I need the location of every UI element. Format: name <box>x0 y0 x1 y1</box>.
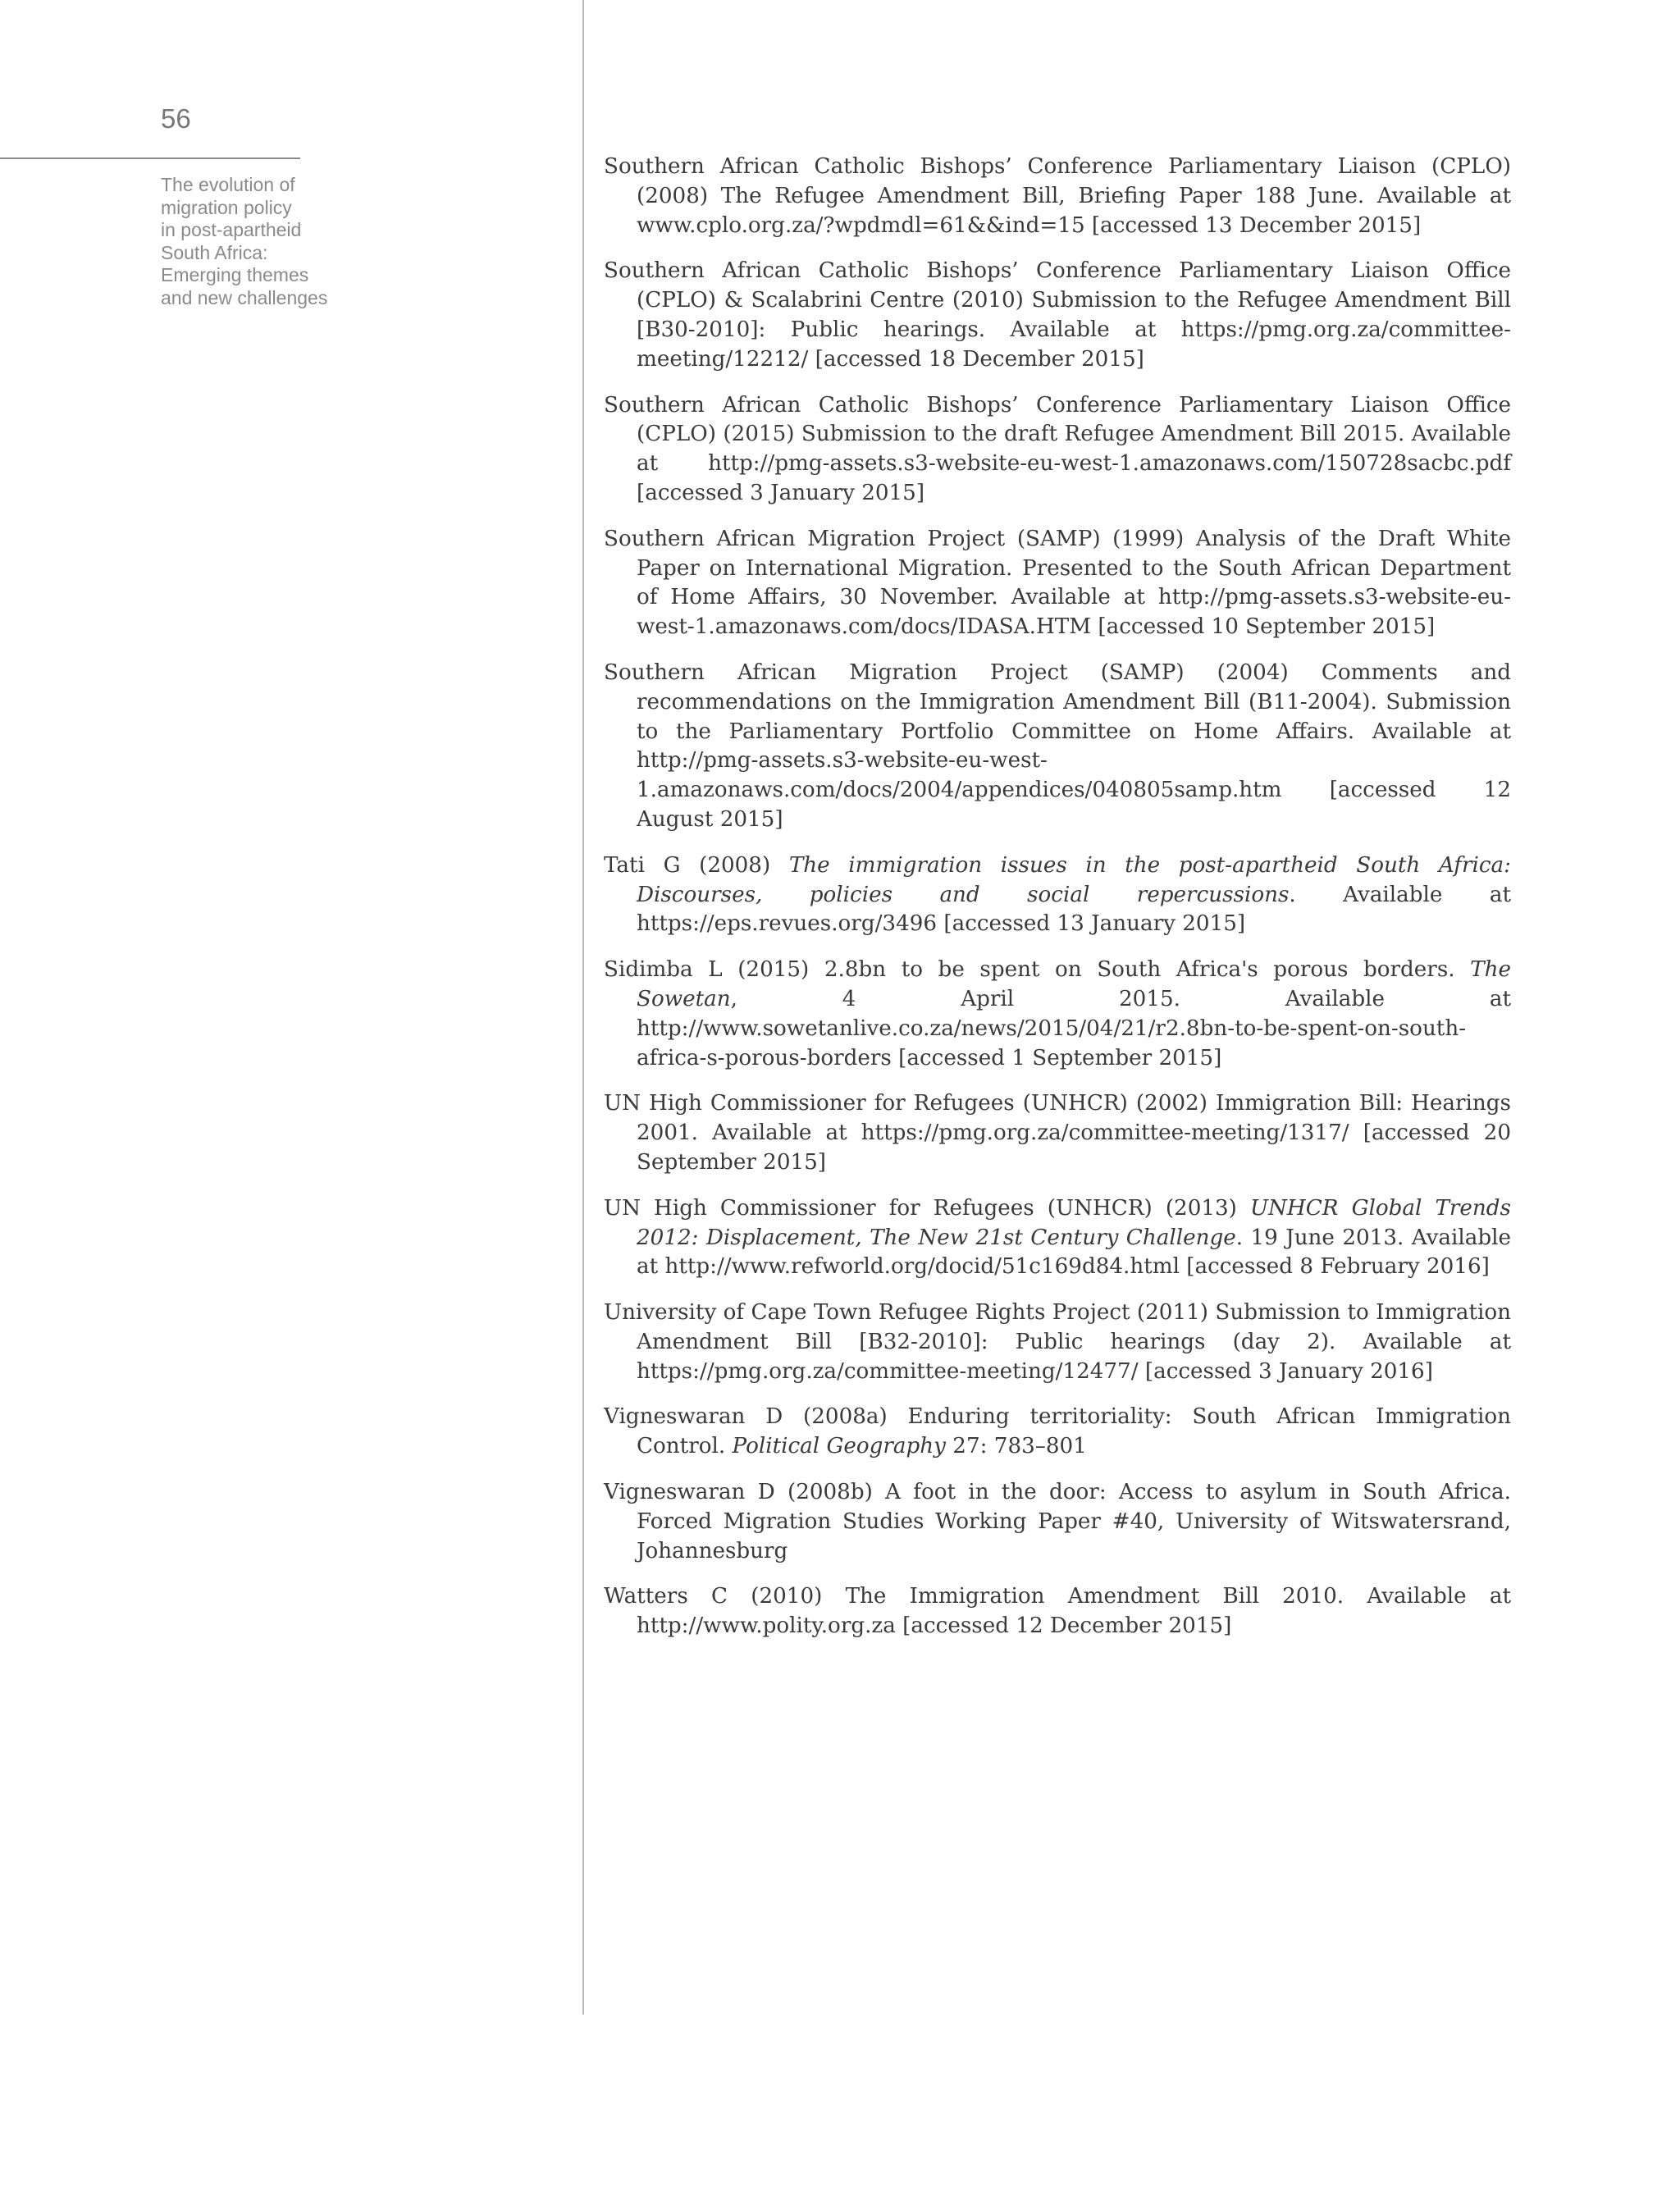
reference-entry <box>604 659 1511 835</box>
reference-entry <box>604 1403 1511 1462</box>
reference-entry <box>604 153 1511 240</box>
reference-text: UN High Commissioner for Refugees (UNHCR) (2013) <box>604 1195 1250 1221</box>
running-title-line: The evolution of <box>161 174 295 195</box>
reference-title: Political Geography <box>732 1434 946 1459</box>
running-title-line: migration policy <box>161 196 292 218</box>
reference-text: Southern African Migration Project (SAMP) (1999) Analysis of the Draft White Paper on International Migration. Presented to the South African Department of Home Affairs, 30 November. Available at http://pmg-assets.s3-website-eu-west-1.amazonaws.com/docs/IDASA.HTM [accessed 10 September 2015] <box>604 526 1511 640</box>
running-title-line: in post-apartheid <box>161 219 302 240</box>
sidebar-divider <box>0 157 300 159</box>
reference-text: Watters C (2010) The Immigration Amendment Bill 2010. Available at http://www.polity.org.za [accessed 12 December 2015] <box>604 1584 1511 1639</box>
reference-title: The Sowetan <box>637 957 1511 1011</box>
reference-entry <box>604 956 1511 1073</box>
reference-text: Sidimba L (2015) 2.8bn to be spent on South Africa's porous borders. <box>604 957 1471 983</box>
reference-entry <box>604 851 1511 939</box>
reference-text: Southern African Catholic Bishops’ Conference Parliamentary Liaison Office (CPLO) (2015) Submission to the draft Refugee Amendment Bill 2015. Available at http://pmg-assets.s3-website-eu-west-1.amazonaws.com/150728sacbc.pdf [accessed 3 January 2015] <box>604 392 1511 505</box>
reference-text: 27: 783–801 <box>945 1434 1087 1459</box>
reference-entry <box>604 525 1511 642</box>
running-title-line: Emerging themes <box>161 264 309 285</box>
reference-text: . 19 June 2013. Available at http://www.refworld.org/docid/51c169d84.html [accessed 8 February 2016] <box>637 1225 1511 1280</box>
reference-text: Southern African Catholic Bishops’ Conference Parliamentary Liaison Office (CPLO) & Scalabrini Centre (2010) Submission to the Refugee Amendment Bill [B30-2010]: Public hearings. Available at https://pmg.org.za/committee-meeting/12212/ [accessed 18 December 2015] <box>604 258 1511 372</box>
reference-text: . Available at https://eps.revues.org/3496 [accessed 13 January 2015] <box>637 882 1511 937</box>
column-divider <box>582 0 584 2015</box>
reference-text: Southern African Migration Project (SAMP) (2004) Comments and recommendations on the Immigration Amendment Bill (B11-2004). Submission to the Parliamentary Portfolio Committee on Home Affairs. Available at http://pmg-assets.s3-website-eu-west-1.amazonaws.com/docs/2004/appendices/040805samp.htm [accessed 12 August 2015] <box>604 660 1511 832</box>
reference-text: Vigneswaran D (2008b) A foot in the door: Access to asylum in South Africa. Forced Migration Studies Working Paper #40, University of Witswatersrand, Johannesburg <box>604 1480 1511 1563</box>
reference-title: UNHCR Global Trends 2012: Displacement, The New 21st Century Challenge <box>637 1195 1511 1250</box>
reference-entry <box>604 257 1511 374</box>
reference-text: Southern African Catholic Bishops’ Conference Parliamentary Liaison (CPLO) (2008) The Refugee Amendment Bill, Briefing Paper 188 June. Available at www.cplo.org.za/?wpdmdl=61&&ind=15 [accessed 13 December 2015] <box>604 154 1511 238</box>
reference-text: Tati G (2008) <box>604 852 789 878</box>
reference-entry <box>604 1194 1511 1282</box>
page-number: 56 <box>161 103 191 134</box>
reference-entry <box>604 391 1511 509</box>
reference-entry <box>604 1478 1511 1566</box>
reference-entry <box>604 1299 1511 1386</box>
running-title-line: and new challenges <box>161 286 328 308</box>
running-title-line: South Africa: <box>161 241 268 263</box>
reference-text: , 4 April 2015. Available at http://www.sowetanlive.co.za/news/2015/04/21/r2.8bn-to-be-spent-on-south-africa-s-porous-borders [accessed 1 September 2015] <box>637 986 1511 1070</box>
reference-title: The immigration issues in the post-apartheid South Africa: Discourses, policies and social repercussions <box>637 852 1511 907</box>
reference-text: UN High Commissioner for Refugees (UNHCR) (2002) Immigration Bill: Hearings 2001. Available at https://pmg.org.za/committee-meeting/1317/ [accessed 20 September 2015] <box>604 1091 1511 1175</box>
reference-entry <box>604 1582 1511 1641</box>
reference-text: Vigneswaran D (2008a) Enduring territoriality: South African Immigration Control. <box>604 1404 1511 1459</box>
reference-list <box>604 153 1511 1658</box>
reference-text: University of Cape Town Refugee Rights Project (2011) Submission to Immigration Amendment Bill [B32-2010]: Public hearings (day 2). Available at https://pmg.org.za/committee-meeting/12477/ [accessed 3 January 2016] <box>604 1300 1511 1384</box>
reference-entry <box>604 1089 1511 1177</box>
running-title <box>161 174 358 309</box>
